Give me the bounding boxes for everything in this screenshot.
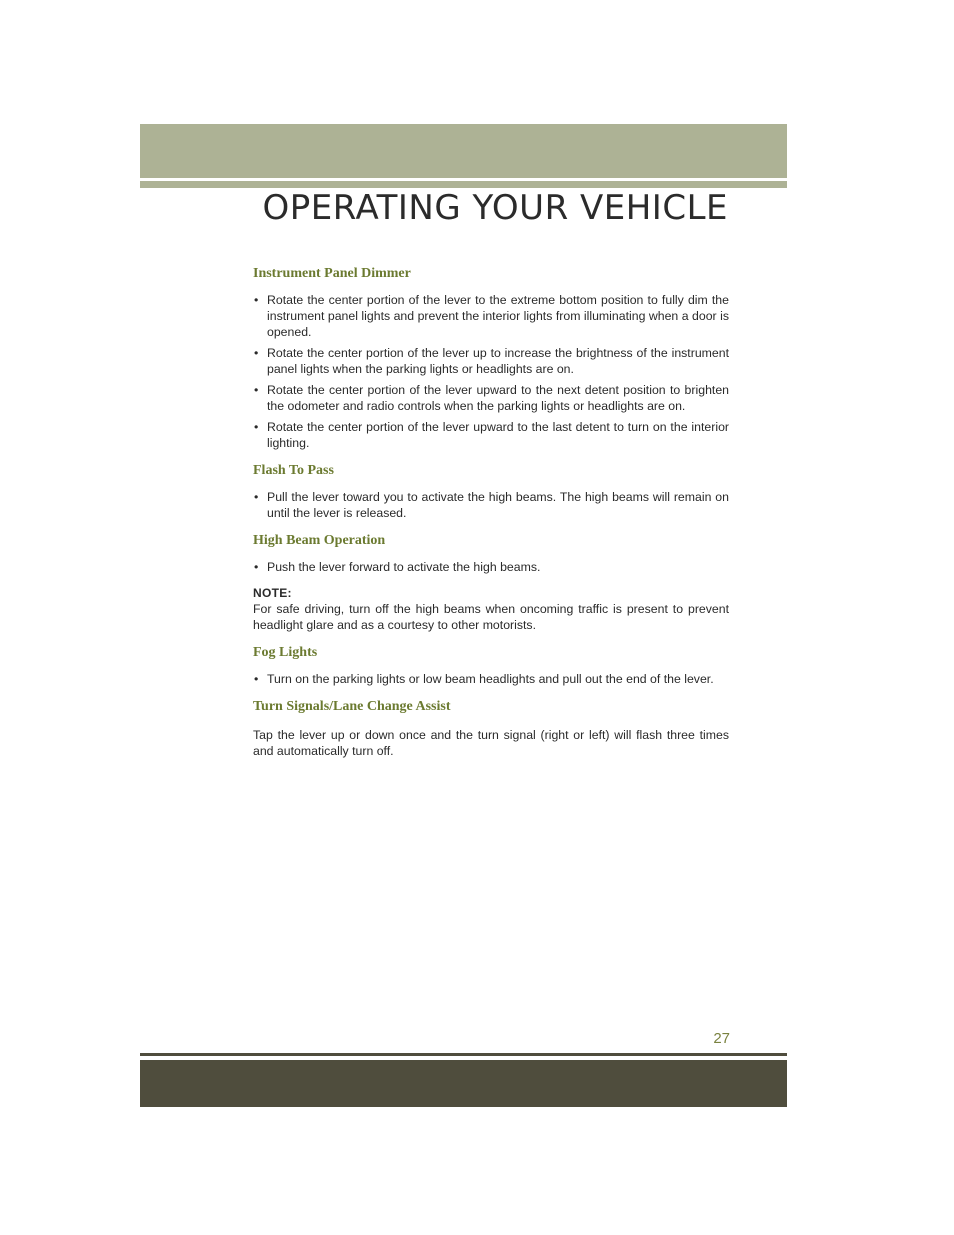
- note-text: For safe driving, turn off the high beams when oncoming traffic is present to prevent headlight glare and as a courtesy to other motorists.: [253, 602, 729, 632]
- section-heading-instrument-panel-dimmer: Instrument Panel Dimmer: [253, 266, 411, 281]
- header-band: [140, 124, 787, 178]
- list-item-text: Pull the lever toward you to activate the high beams. The high beams will remain on until the lever is released.: [267, 490, 729, 520]
- bullet-icon: •: [254, 560, 259, 574]
- page-content: [253, 264, 729, 769]
- bullet-icon: •: [254, 490, 259, 504]
- bullet-icon: •: [254, 293, 259, 307]
- bullet-list-instrument-panel-dimmer: [253, 292, 729, 451]
- bullet-icon: •: [254, 346, 259, 360]
- list-item-text: Turn on the parking lights or low beam headlights and pull out the end of the lever.: [267, 672, 714, 686]
- list-item: [253, 292, 729, 340]
- section-heading-turn-signals: Turn Signals/Lane Change Assist: [253, 699, 451, 714]
- footer-band: [140, 1060, 787, 1107]
- footer-line: [140, 1053, 787, 1056]
- list-item: [253, 671, 729, 687]
- list-item-text: Rotate the center portion of the lever upward to the next detent position to brighten the odometer and radio controls when the parking lights or headlights are on.: [267, 383, 729, 413]
- list-item: [253, 559, 729, 575]
- section-heading-high-beam-operation: High Beam Operation: [253, 533, 386, 548]
- list-item: [253, 345, 729, 377]
- list-item-text: Rotate the center portion of the lever up to increase the brightness of the instrument panel lights when the parking lights or headlights are on.: [267, 346, 729, 376]
- list-item: [253, 382, 729, 414]
- turn-signals-paragraph: Tap the lever up or down once and the turn signal (right or left) will flash three times and automatically turn off.: [253, 728, 729, 758]
- list-item: [253, 419, 729, 451]
- note-label: NOTE:: [253, 586, 292, 600]
- bullet-list-fog-lights: [253, 671, 729, 687]
- list-item-text: Rotate the center portion of the lever to the extreme bottom position to fully dim the instrument panel lights and prevent the interior lights from illuminating when a door is opened.: [267, 293, 729, 339]
- page-title: OPERATING YOUR VEHICLE: [262, 188, 728, 228]
- bullet-icon: •: [254, 672, 259, 686]
- list-item-text: Rotate the center portion of the lever upward to the last detent to turn on the interior lighting.: [267, 420, 729, 450]
- bullet-list-flash-to-pass: [253, 489, 729, 521]
- section-heading-fog-lights: Fog Lights: [253, 645, 318, 660]
- list-item-text: Push the lever forward to activate the high beams.: [267, 560, 541, 574]
- page-number: 27: [713, 1030, 730, 1047]
- section-heading-flash-to-pass: Flash To Pass: [253, 463, 334, 478]
- list-item: [253, 489, 729, 521]
- bullet-list-high-beam-operation: [253, 559, 729, 575]
- bullet-icon: •: [254, 420, 259, 434]
- bullet-icon: •: [254, 383, 259, 397]
